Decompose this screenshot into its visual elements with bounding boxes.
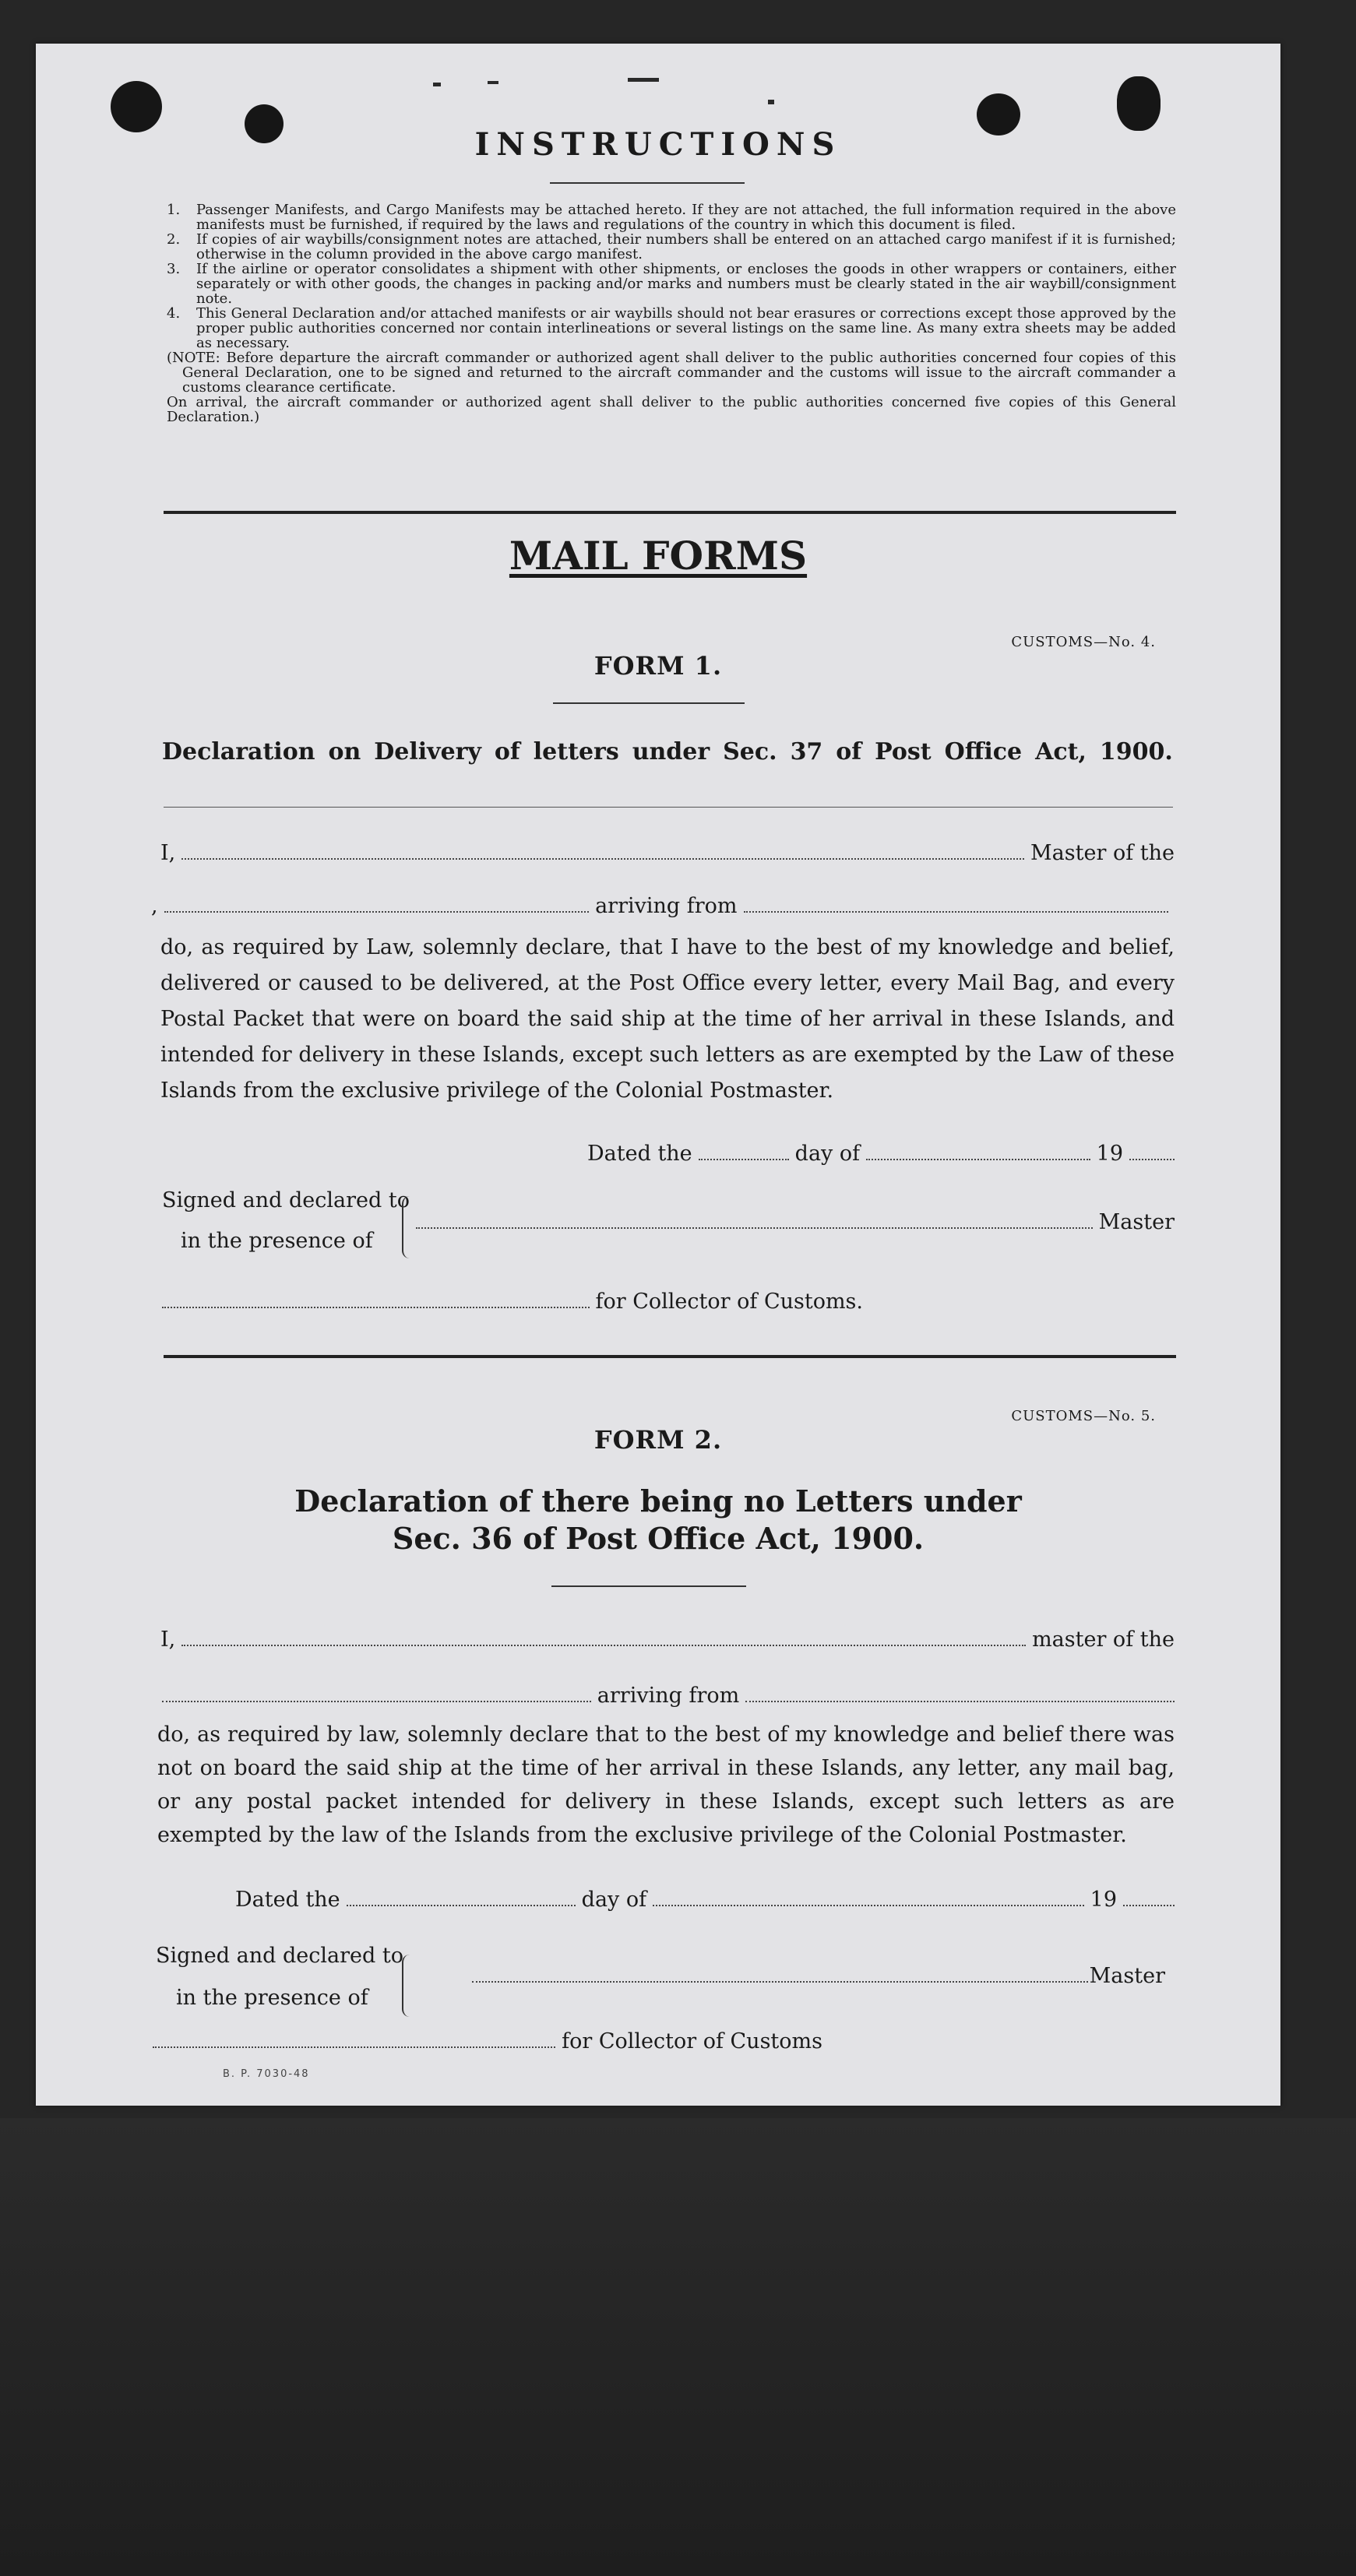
master-name-field[interactable] <box>181 858 1024 860</box>
ship-name-field[interactable] <box>162 1701 591 1702</box>
heading-word: on <box>328 738 361 765</box>
heading-word: of <box>836 738 862 765</box>
day-of-label: day of <box>581 1888 647 1912</box>
month-field[interactable] <box>653 1905 1084 1906</box>
form1-arriving-line <box>151 894 1175 918</box>
year-prefix: 19 <box>1090 1888 1117 1912</box>
heading-word: Delivery <box>374 738 481 765</box>
form1-collector-line <box>162 1290 863 1314</box>
instructions-list <box>167 202 1176 424</box>
heading-word: Sec. <box>723 738 777 765</box>
year-prefix: 19 <box>1096 1142 1123 1166</box>
year-field[interactable] <box>1129 1159 1175 1160</box>
ship-name-field[interactable] <box>164 911 589 913</box>
title-underline <box>550 182 745 184</box>
instruction-number: 3. <box>167 261 181 277</box>
form1-heading-rule <box>164 807 1173 808</box>
form2-heading <box>36 1483 1280 1557</box>
form2-arriving-label: arriving from <box>597 1684 740 1708</box>
instruction-item <box>167 232 1176 262</box>
master-signature-field[interactable] <box>472 1981 1088 1983</box>
form1-master-of-label: Master of the <box>1030 841 1175 865</box>
scan-speck <box>433 83 441 86</box>
heading-word: of <box>494 738 520 765</box>
form1-dated-line <box>587 1142 1175 1166</box>
form2-collector-line <box>153 2029 822 2053</box>
instruction-item <box>167 262 1176 306</box>
instructions-title: INSTRUCTIONS <box>474 126 842 163</box>
form2-dated-line <box>235 1888 1175 1912</box>
form1-title-underline <box>553 702 745 704</box>
form2-heading-underline <box>551 1585 746 1587</box>
master-signature-field[interactable] <box>416 1227 1093 1229</box>
form2-customs-number: CUSTOMS—No. 5. <box>1011 1408 1156 1424</box>
bracket <box>402 1955 410 2017</box>
instruction-text: Passenger Manifests, and Cargo Manifests may be attached hereto. If they are not attached, the full information required in the above manifests must be furnished, if required by the laws and regulations of the country in which this document is filed. <box>196 202 1176 233</box>
print-code: B. P. 7030-48 <box>223 2068 310 2080</box>
form2-arriving-line <box>162 1684 1175 1708</box>
instruction-text: If the airline or operator consolidates a shipment with other shipments, or encloses the goods in other wrappers or containers, either separately or with other goods, the changes in packing and/or marks and numbers must be clearly stated in the air waybill/consignment note. <box>196 261 1176 307</box>
instruction-number: 2. <box>167 231 181 248</box>
form1-master-signature-line <box>416 1210 1175 1234</box>
form2-i-label: I, <box>160 1628 176 1652</box>
form2-declaration-body: do, as required by law, solemnly declare that to the best of my knowledge and belief there was not on board the said ship at the time of her arrival in these Islands, any letter, any mail bag, or any postal packet intended for delivery in these Islands, except such letters as are exempted by the law of the Islands from the exclusive privilege of the Colonial Postmaster. <box>157 1723 1175 1847</box>
instruction-item <box>167 202 1176 232</box>
section-divider <box>164 511 1176 514</box>
instruction-note: (NOTE: Before departure the aircraft commander or authorized agent shall deliver to the public authorities concerned four copies of this General Declaration, one to be signed and returned to the aircraft commander and the customs will issue to the aircraft commander a customs clearance certificate. <box>167 350 1176 396</box>
presence-of-label: in the presence of <box>176 1986 368 2010</box>
arriving-from-field[interactable] <box>744 911 1168 913</box>
scan-speck <box>488 81 498 84</box>
punch-hole <box>111 81 162 132</box>
dated-the-label: Dated the <box>235 1888 340 1912</box>
form2-heading-line-2: Sec. 36 of Post Office Act, 1900. <box>392 1521 925 1556</box>
heading-word: 37 <box>790 738 823 765</box>
master-label: Master <box>1089 1964 1165 1988</box>
collector-signature-field[interactable] <box>153 2046 555 2048</box>
heading-word: Act, <box>1035 738 1087 765</box>
collector-label: for Collector of Customs. <box>595 1290 863 1314</box>
scan-speck <box>768 100 774 104</box>
form2-heading-line-1: Declaration of there being no Letters under <box>294 1483 1022 1519</box>
form1-declaration-body: do, as required by Law, solemnly declare, that I have to the best of my knowledge and belief, delivered or caused to be delivered, at the Post Office every letter, every Mail Bag, and every Postal Packet that were on board the said ship at the time of her arrival in these Islands, and intended for delivery in these Islands, except such letters as are exempted by the Law of these Islands from the exclusive privilege of the Colonial Postmaster. <box>160 935 1175 1103</box>
day-of-label: day of <box>794 1142 861 1166</box>
form1-master-line <box>160 841 1175 865</box>
form2-signed-label-2 <box>176 1986 368 2010</box>
heading-word: letters <box>533 738 619 765</box>
bracket <box>402 1196 410 1258</box>
instruction-number: 4. <box>167 305 181 322</box>
heading-word: under <box>632 738 710 765</box>
form2-master-signature-line <box>472 1964 1165 1988</box>
year-field[interactable] <box>1123 1905 1175 1906</box>
form2-title: FORM 2. <box>593 1425 723 1455</box>
heading-word: Post <box>875 738 932 765</box>
signed-declared-label: Signed and declared to <box>156 1944 403 1968</box>
form1-signed-label-1 <box>162 1188 410 1212</box>
form1-signed-label-2 <box>181 1229 373 1253</box>
scan-speck <box>628 78 659 82</box>
form1-title: FORM 1. <box>593 651 723 681</box>
scan-background <box>0 2118 1356 2576</box>
month-field[interactable] <box>866 1159 1090 1160</box>
dated-the-label: Dated the <box>587 1142 692 1166</box>
document-page <box>36 44 1280 2106</box>
form1-arriving-label: arriving from <box>595 894 738 918</box>
collector-signature-field[interactable] <box>162 1307 590 1308</box>
instruction-text: If copies of air waybills/consignment notes are attached, their numbers shall be entered on an attached cargo manifest if it is furnished; otherwise in the column provided in the above cargo manifest. <box>196 231 1176 262</box>
heading-word: 1900. <box>1099 738 1173 765</box>
instruction-note: On arrival, the aircraft commander or authorized agent shall deliver to the public authorities concerned five copies of this General Declaration.) <box>167 394 1176 425</box>
presence-of-label: in the presence of <box>181 1229 373 1253</box>
form1-heading <box>162 738 1173 765</box>
instruction-text: This General Declaration and/or attached manifests or air waybills should not bear erasures or corrections except those approved by the proper public authorities concerned nor contain interlineations or several listings on the same line. As many extra sheets may be added as necessary. <box>196 305 1176 351</box>
form1-customs-number: CUSTOMS—No. 4. <box>1011 634 1156 650</box>
form2-master-of-label: master of the <box>1032 1628 1175 1652</box>
arriving-from-field[interactable] <box>745 1701 1175 1702</box>
form1-i-label: I, <box>160 841 176 865</box>
instruction-number: 1. <box>167 202 181 218</box>
master-label: Master <box>1098 1210 1175 1234</box>
form1-comma: , <box>151 894 158 918</box>
collector-label: for Collector of Customs <box>562 2029 822 2053</box>
form2-signed-label-1 <box>156 1944 403 1968</box>
heading-word: Office <box>944 738 1023 765</box>
mail-forms-title: MAIL FORMS <box>509 533 808 579</box>
date-field[interactable] <box>699 1159 789 1160</box>
signed-declared-label: Signed and declared to <box>162 1188 410 1212</box>
master-name-field[interactable] <box>181 1645 1026 1646</box>
form2-master-line <box>160 1628 1175 1652</box>
date-field[interactable] <box>347 1905 576 1906</box>
heading-word: Declaration <box>162 738 315 765</box>
section-divider <box>164 1355 1176 1358</box>
instruction-item <box>167 306 1176 350</box>
punch-hole <box>1117 76 1161 131</box>
